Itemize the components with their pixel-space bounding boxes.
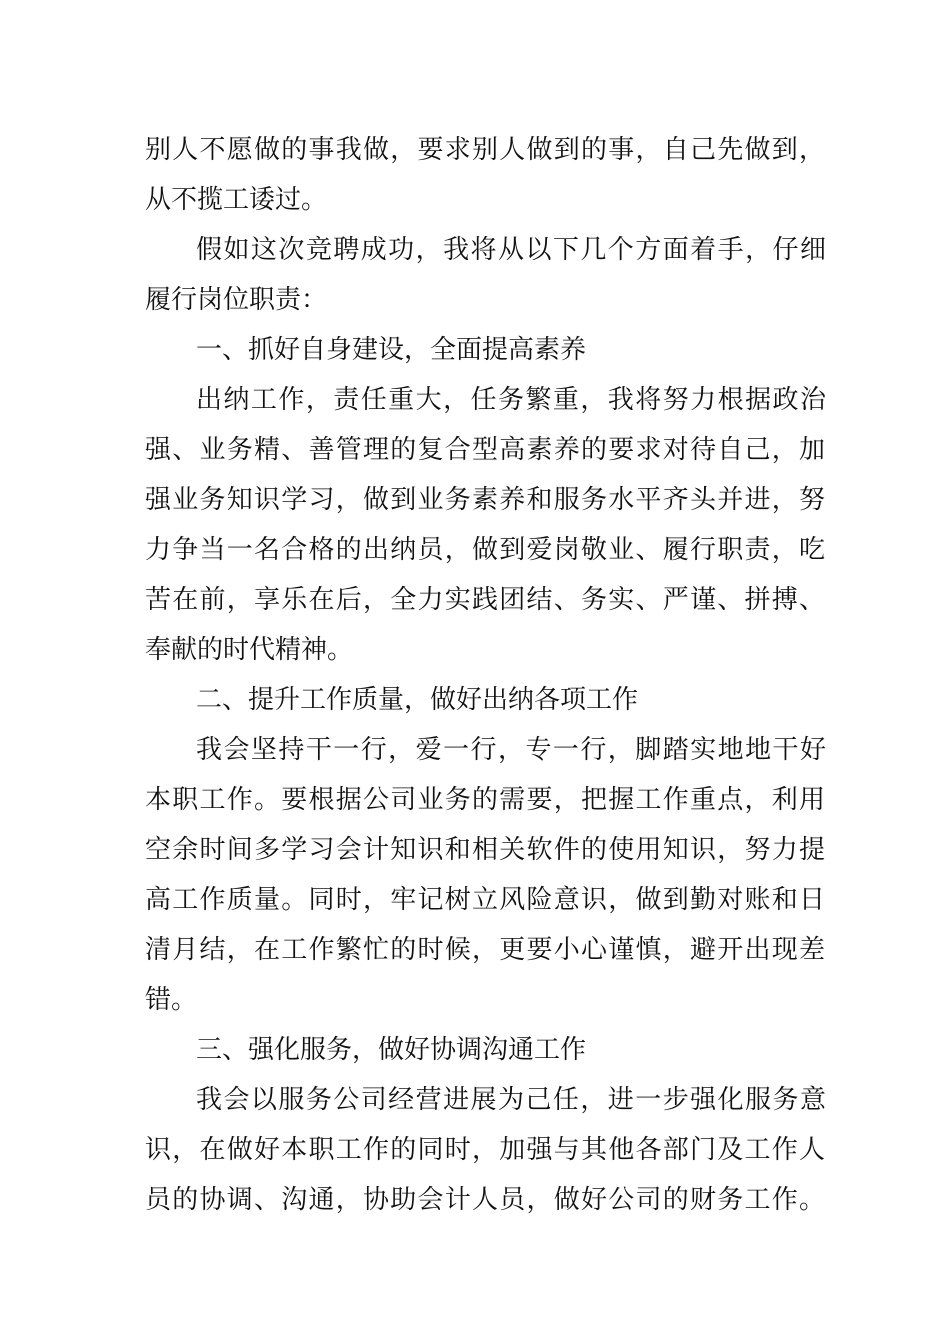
paragraph-first-line: 我会坚持干一行，爱一行，专一行，脚踏实地地干好 bbox=[196, 735, 826, 765]
text-line: 从不揽工诿过。 bbox=[145, 185, 328, 215]
text-line: 履行岗位职责： bbox=[145, 285, 328, 315]
section-heading-2: 二、提升工作质量，做好出纳各项工作 bbox=[196, 685, 639, 715]
text-line: 强、业务精、善管理的复合型高素养的要求对待自己，加 bbox=[145, 435, 825, 465]
text-line: 奉献的时代精神。 bbox=[145, 635, 354, 665]
text-line: 本职工作。要根据公司业务的需要，把握工作重点，利用 bbox=[145, 785, 825, 815]
text-line: 清月结，在工作繁忙的时候，更要小心谨慎，避开出现差 bbox=[145, 935, 825, 965]
paragraph-first-line: 假如这次竞聘成功，我将从以下几个方面着手，仔细 bbox=[196, 235, 826, 265]
text-line: 力争当一名合格的出纳员，做到爱岗敬业、履行职责，吃 bbox=[145, 535, 825, 565]
paragraph-first-line: 出纳工作，责任重大，任务繁重，我将努力根据政治 bbox=[196, 385, 826, 415]
paragraph-first-line: 我会以服务公司经营进展为己任，进一步强化服务意 bbox=[196, 1085, 826, 1115]
text-line: 员的协调、沟通，协助会计人员，做好公司的财务工作。 bbox=[145, 1185, 825, 1215]
text-line: 苦在前，享乐在后，全力实践团结、务实、严谨、拼搏、 bbox=[145, 585, 825, 615]
text-line: 高工作质量。同时，牢记树立风险意识，做到勤对账和日 bbox=[145, 885, 825, 915]
section-heading-3: 三、强化服务，做好协调沟通工作 bbox=[196, 1035, 587, 1065]
text-line: 错。 bbox=[145, 985, 198, 1015]
text-line: 识，在做好本职工作的同时，加强与其他各部门及工作人 bbox=[145, 1135, 825, 1165]
text-line: 别人不愿做的事我做，要求别人做到的事，自己先做到， bbox=[145, 135, 825, 165]
text-line: 空余时间多学习会计知识和相关软件的使用知识，努力提 bbox=[145, 835, 825, 865]
section-heading-1: 一、抓好自身建设，全面提高素养 bbox=[196, 335, 587, 365]
text-line: 强业务知识学习，做到业务素养和服务水平齐头并进，努 bbox=[145, 485, 825, 515]
